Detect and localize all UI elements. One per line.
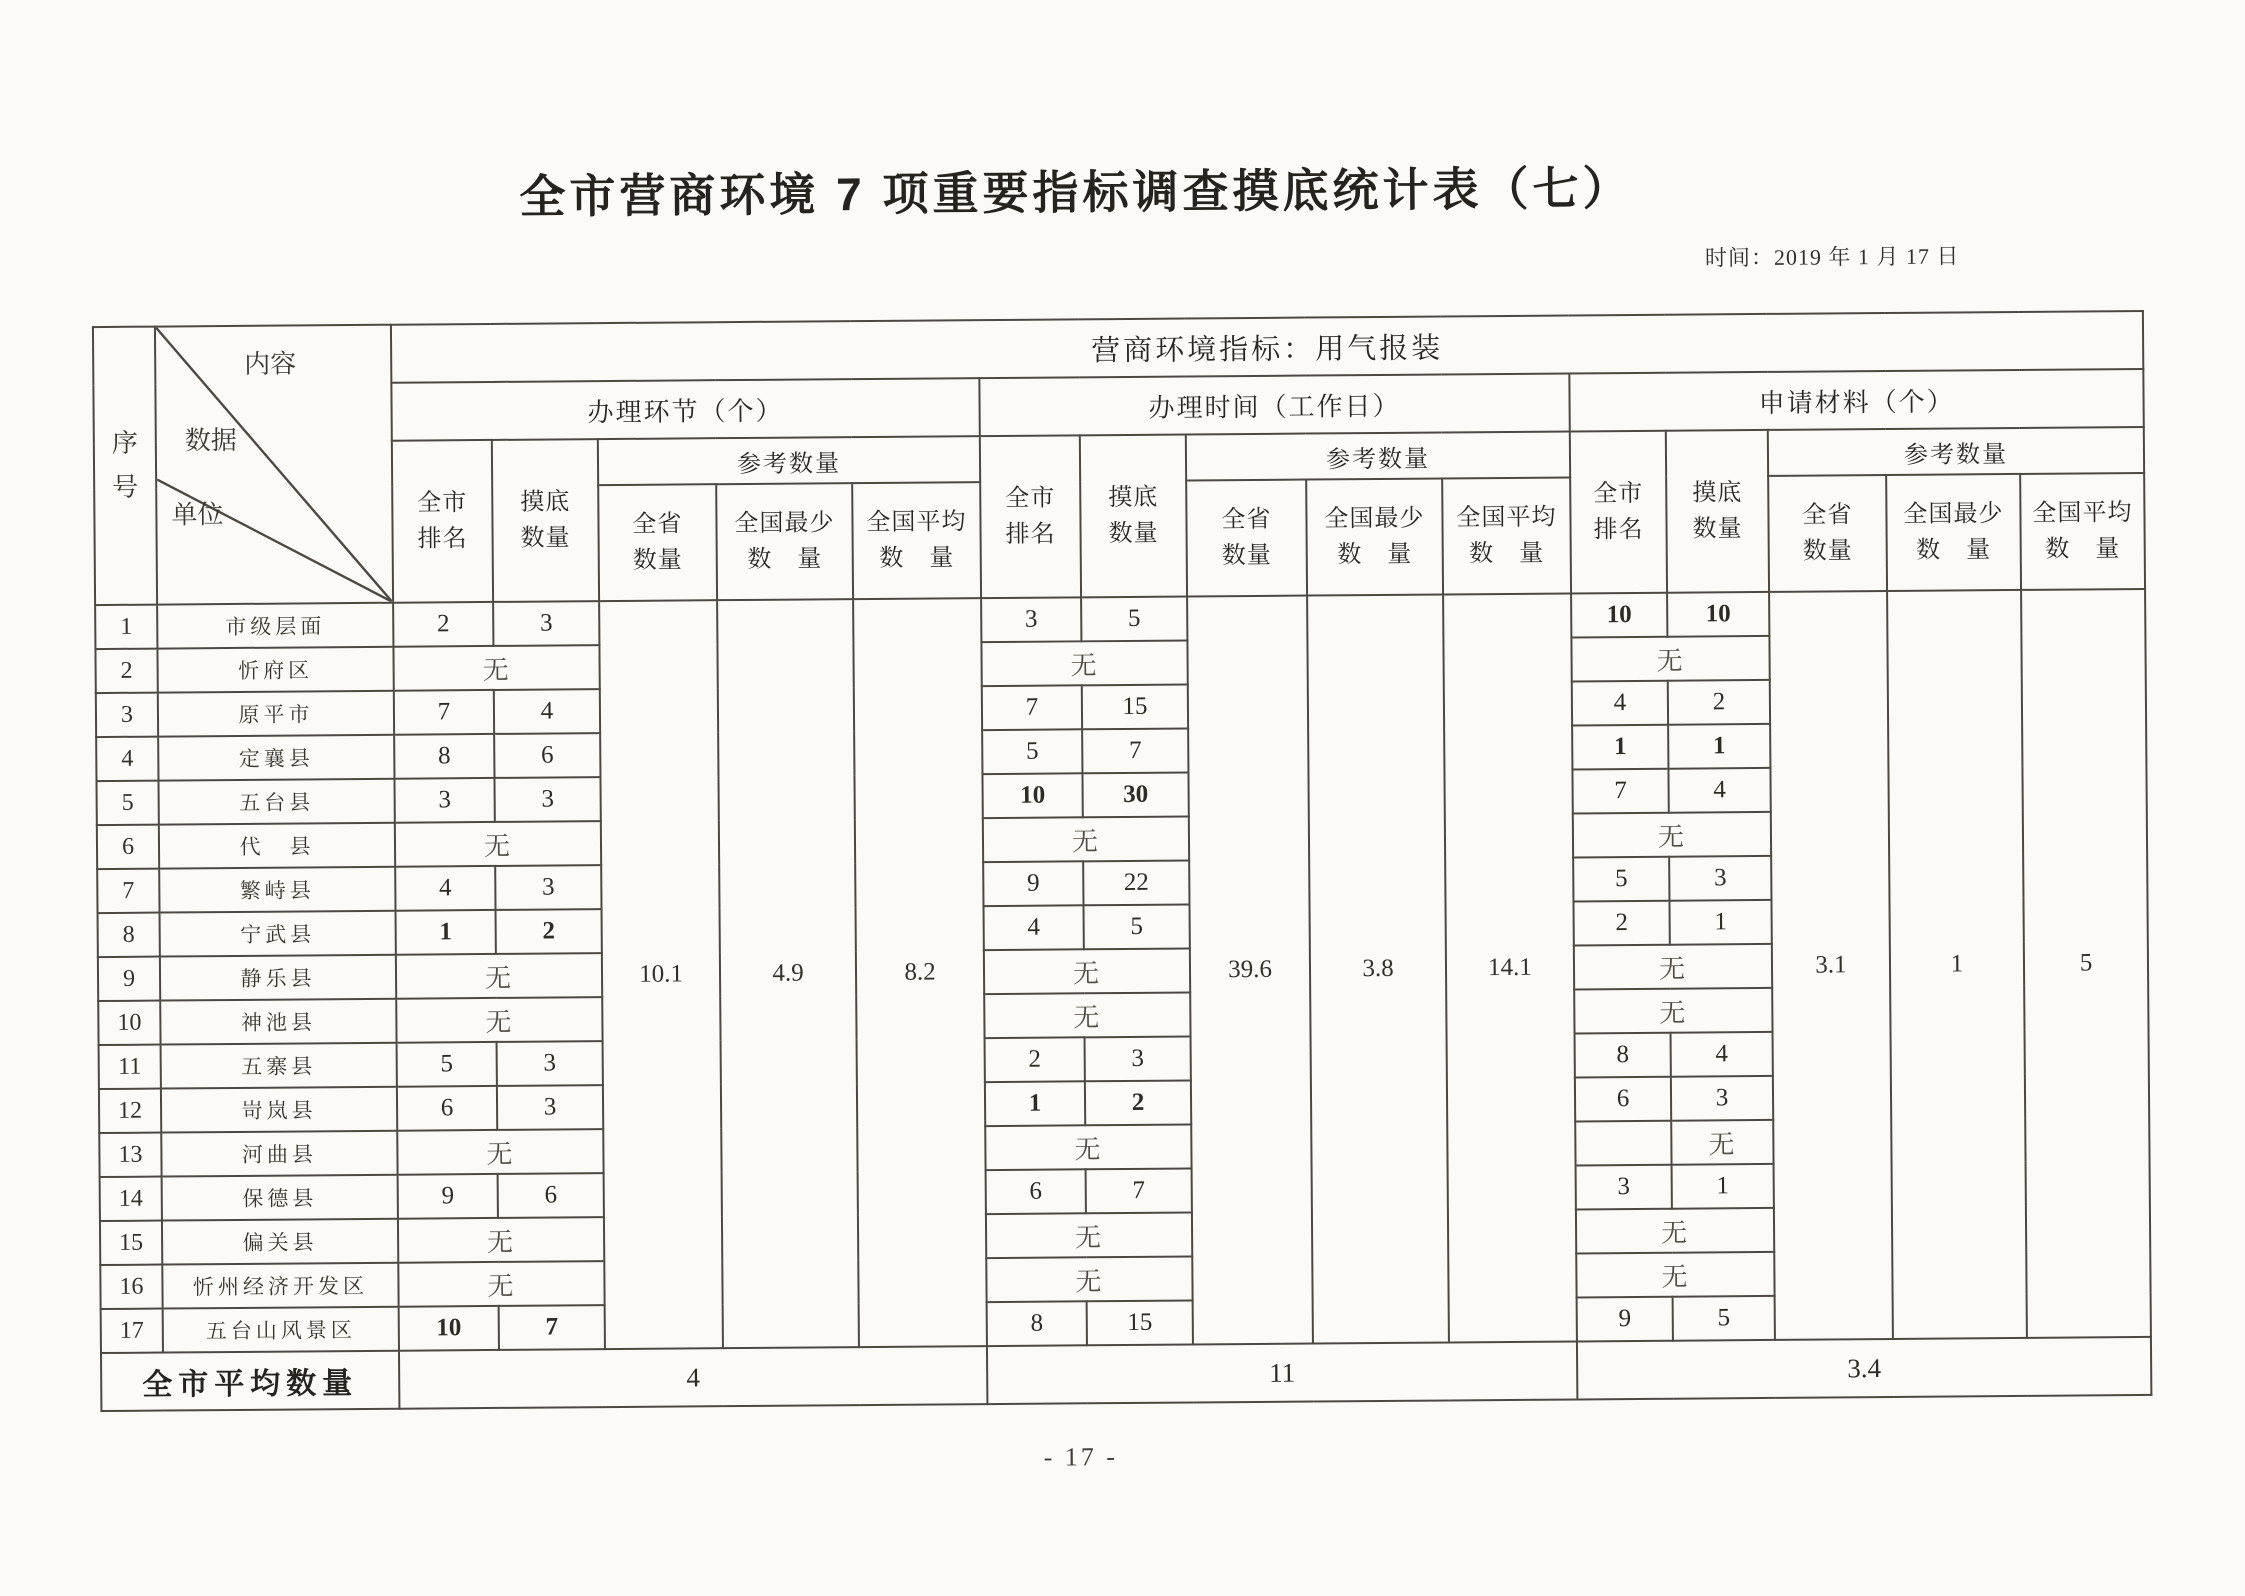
row-number-cell: 11 [99, 1045, 161, 1089]
ref-province-cell: 10.1 [599, 600, 723, 1349]
rank-value-cell: 8 [1575, 1033, 1671, 1078]
rank-value-cell: 1 [1572, 725, 1668, 770]
survey-header-line1: 摸底 [1692, 479, 1743, 507]
national-avg-header-line2: 数 量 [2045, 535, 2121, 563]
no-data-cell: 无 [1671, 1120, 1773, 1165]
document-title: 全市营商环境 7 项重要指标调查摸底统计表（七） [519, 161, 1633, 223]
survey-value-cell: 3 [497, 1085, 603, 1130]
rank-value-cell: 5 [1573, 857, 1669, 902]
national-min-header-cell [1306, 478, 1443, 595]
district-name-cell: 五台县 [158, 779, 394, 825]
district-name-cell: 河曲县 [161, 1131, 397, 1177]
district-name-cell: 代 县 [159, 823, 395, 869]
seq-header-label: 序号 [111, 428, 139, 502]
rank-value-cell: 4 [395, 866, 495, 911]
survey-value-cell: 7 [499, 1305, 605, 1350]
no-data-cell: 无 [981, 640, 1187, 686]
rank-value-cell: 2 [985, 1037, 1085, 1082]
province-header-line2: 数量 [1802, 537, 1853, 565]
survey-value-cell: 1 [1669, 900, 1771, 945]
ref-header-cell: 参考数量 [1768, 427, 2144, 476]
survey-value-cell: 5 [1081, 596, 1187, 641]
ref-national-min-cell: 4.9 [717, 599, 859, 1348]
province-header-cell [1186, 480, 1307, 597]
rank-value-cell: 7 [982, 685, 1082, 730]
row-number-cell: 17 [101, 1309, 163, 1353]
national-min-header-line1: 全国最少 [734, 509, 835, 538]
rank-header-line1: 全市 [1005, 484, 1056, 512]
rank-value-cell: 6 [397, 1086, 497, 1131]
national-avg-header-line2: 数 量 [1469, 539, 1545, 568]
rank-value-cell: 2 [1573, 901, 1669, 946]
national-min-header-line2: 数 量 [1916, 536, 1992, 564]
footer-label-cell: 全市平均数量 [101, 1351, 399, 1411]
ref-province-cell: 39.6 [1187, 596, 1313, 1345]
row-number-cell: 2 [95, 649, 157, 693]
district-name-cell: 五寨县 [161, 1043, 397, 1089]
national-avg-header-cell [1442, 477, 1571, 594]
province-header-line2: 数量 [632, 546, 683, 574]
ref-national-min-cell: 3.8 [1307, 594, 1449, 1343]
rank-value-cell: 6 [986, 1169, 1086, 1214]
ref-national-avg-cell: 5 [2021, 589, 2151, 1338]
row-number-cell: 6 [97, 825, 159, 869]
rank-value-cell: 1 [396, 910, 496, 955]
no-data-cell: 无 [986, 1256, 1192, 1302]
district-name-cell: 保德县 [162, 1175, 398, 1221]
rank-value-cell: 9 [1577, 1297, 1673, 1342]
no-data-cell: 无 [395, 821, 601, 867]
survey-value-cell: 4 [494, 689, 600, 734]
rank-value-cell: 9 [983, 861, 1083, 906]
corner-box [156, 326, 392, 604]
rank-value-cell: 5 [982, 729, 1082, 774]
row-number-cell: 12 [99, 1089, 161, 1133]
survey-value-cell: 2 [1085, 1080, 1191, 1125]
indicator-title-cell: 营商环境指标：用气报装 [391, 311, 2144, 383]
ref-header-cell: 参考数量 [598, 436, 980, 485]
survey-value-cell: 7 [1086, 1168, 1192, 1213]
survey-value-cell: 3 [493, 601, 599, 646]
rank-value-cell: 3 [394, 778, 494, 823]
survey-header-line2: 数量 [1108, 519, 1159, 548]
ref-header-cell: 参考数量 [1186, 431, 1570, 480]
row-number-cell: 5 [96, 781, 158, 825]
rank-header-line1: 全市 [1593, 479, 1644, 508]
group-header-cell: 办理环节（个） [391, 378, 979, 441]
survey-header-line2: 数量 [520, 524, 571, 552]
survey-header-line1: 摸底 [1108, 483, 1159, 512]
district-name-cell: 市级层面 [157, 603, 393, 649]
row-number-cell: 1 [95, 605, 157, 649]
district-name-cell: 宁武县 [160, 911, 396, 957]
row-number-cell: 10 [98, 1001, 160, 1045]
province-header-line1: 全省 [632, 510, 683, 538]
survey-value-cell: 15 [1087, 1300, 1193, 1345]
rank-header-cell [980, 435, 1081, 598]
no-data-cell: 无 [984, 992, 1190, 1038]
survey-header-cell [1666, 430, 1769, 593]
national-avg-header-line2: 数 量 [879, 544, 955, 572]
survey-value-cell: 3 [1671, 1076, 1773, 1121]
district-name-cell: 繁峙县 [159, 867, 395, 913]
rank-header-line2: 排名 [417, 525, 468, 553]
district-name-cell: 静乐县 [160, 955, 396, 1001]
group-header-cell: 申请材料（个） [1569, 369, 2144, 432]
group-header-cell: 办理时间（工作日） [979, 373, 1569, 436]
no-data-cell: 无 [1576, 1252, 1774, 1298]
district-name-cell: 原平市 [158, 691, 394, 737]
survey-value-cell: 3 [1085, 1036, 1191, 1081]
survey-value-cell: 7 [1082, 728, 1188, 773]
district-name-cell: 定襄县 [158, 735, 394, 781]
survey-value-cell: 4 [1671, 1032, 1773, 1077]
rank-value-cell: 6 [1575, 1077, 1671, 1122]
row-number-cell: 9 [98, 957, 160, 1001]
national-min-header-line2: 数 量 [747, 545, 823, 573]
national-min-header-line1: 全国最少 [1324, 504, 1425, 533]
survey-value-cell: 3 [494, 777, 600, 822]
district-name-cell: 五台山风景区 [163, 1307, 399, 1353]
survey-header-line1: 摸底 [520, 488, 571, 516]
corner-unit-label: 单位 [171, 500, 224, 530]
province-header-line1: 全省 [1802, 501, 1853, 529]
survey-value-cell: 3 [1669, 856, 1771, 901]
rank-value-cell [1575, 1121, 1671, 1166]
rank-value-cell: 8 [394, 734, 494, 779]
corner-data-label: 数据 [184, 425, 237, 456]
no-data-cell: 无 [1571, 636, 1769, 682]
national-avg-header-line1: 全国平均 [866, 508, 967, 537]
survey-value-cell: 22 [1083, 860, 1189, 905]
survey-value-cell: 6 [498, 1173, 604, 1218]
national-avg-header-cell [2020, 473, 2145, 590]
rank-value-cell: 8 [987, 1301, 1087, 1346]
ref-national-avg-cell: 14.1 [1443, 593, 1577, 1342]
ref-province-cell: 3.1 [1769, 591, 1893, 1340]
rank-value-cell: 3 [981, 597, 1081, 642]
province-header-line1: 全省 [1221, 505, 1272, 534]
row-number-cell: 14 [100, 1177, 162, 1221]
survey-header-cell [1080, 434, 1187, 597]
rank-header-line2: 排名 [1005, 520, 1056, 548]
survey-header-cell [492, 439, 599, 602]
survey-value-cell: 10 [1667, 592, 1769, 637]
national-avg-header-cell [852, 482, 981, 599]
no-data-cell: 无 [986, 1212, 1192, 1258]
no-data-cell: 无 [393, 645, 599, 691]
rank-value-cell: 4 [984, 905, 1084, 950]
national-min-header-line1: 全国最少 [1903, 500, 2004, 528]
rank-value-cell: 2 [393, 602, 493, 647]
national-min-header-cell [1886, 474, 2021, 591]
row-number-cell: 3 [96, 693, 158, 737]
district-name-cell: 忻府区 [157, 647, 393, 693]
province-header-cell [1768, 475, 1887, 592]
survey-value-cell: 2 [496, 909, 602, 954]
national-min-header-line2: 数 量 [1337, 540, 1413, 569]
survey-value-cell: 4 [1668, 768, 1770, 813]
footer-average-cell: 4 [399, 1346, 987, 1409]
corner-content-label: 内容 [244, 349, 297, 379]
district-name-cell: 忻州经济开发区 [162, 1263, 398, 1309]
rank-value-cell: 9 [398, 1174, 498, 1219]
survey-value-cell: 3 [495, 865, 601, 910]
date-label: 时间：2019 年 1 月 17 日 [1704, 243, 1960, 271]
rank-header-line1: 全市 [417, 489, 468, 517]
survey-value-cell: 5 [1084, 904, 1190, 949]
national-avg-header-line1: 全国平均 [2032, 499, 2133, 527]
no-data-cell: 无 [1574, 988, 1772, 1034]
province-header-line2: 数量 [1221, 541, 1272, 570]
row-number-cell: 4 [96, 737, 158, 781]
rank-value-cell: 7 [1572, 769, 1668, 814]
rank-header-cell [1570, 431, 1667, 594]
rank-value-cell: 10 [1571, 593, 1667, 638]
survey-header-line2: 数量 [1692, 515, 1743, 543]
district-name-cell: 神池县 [160, 999, 396, 1045]
no-data-cell: 无 [398, 1261, 604, 1307]
rank-header-cell [392, 440, 493, 603]
district-name-cell: 岢岚县 [161, 1087, 397, 1133]
row-number-cell: 7 [97, 869, 159, 913]
rank-value-cell: 10 [399, 1306, 499, 1351]
no-data-cell: 无 [396, 997, 602, 1043]
survey-value-cell: 6 [494, 733, 600, 778]
stats-table [92, 310, 2153, 1412]
ref-national-avg-cell: 8.2 [853, 598, 987, 1347]
rank-value-cell: 3 [1576, 1165, 1672, 1210]
rank-value-cell: 10 [982, 773, 1082, 818]
province-header-cell [598, 484, 717, 601]
survey-value-cell: 1 [1668, 724, 1770, 769]
survey-value-cell: 5 [1673, 1296, 1775, 1341]
row-number-cell: 13 [99, 1133, 161, 1177]
survey-value-cell: 2 [1668, 680, 1770, 725]
footer-average-cell: 3.4 [1577, 1337, 2152, 1400]
national-min-header-cell [716, 483, 853, 600]
no-data-cell: 无 [984, 948, 1190, 994]
no-data-cell: 无 [983, 816, 1189, 862]
row-number-cell: 8 [98, 913, 160, 957]
rank-value-cell: 1 [985, 1081, 1085, 1126]
row-number-cell: 16 [100, 1265, 162, 1309]
survey-value-cell: 3 [497, 1041, 603, 1086]
ref-national-min-cell: 1 [1887, 590, 2027, 1339]
row-number-cell: 15 [100, 1221, 162, 1265]
no-data-cell: 无 [396, 953, 602, 999]
survey-value-cell: 1 [1672, 1164, 1774, 1209]
no-data-cell: 无 [985, 1124, 1191, 1170]
rank-value-cell: 4 [1572, 681, 1668, 726]
survey-value-cell: 15 [1082, 684, 1188, 729]
no-data-cell: 无 [1576, 1208, 1774, 1254]
seq-header-cell [93, 327, 157, 605]
survey-value-cell: 30 [1082, 772, 1188, 817]
corner-cell [155, 325, 393, 605]
district-name-cell: 偏关县 [162, 1219, 398, 1265]
national-avg-header-line1: 全国平均 [1456, 503, 1557, 532]
no-data-cell: 无 [1573, 812, 1771, 858]
no-data-cell: 无 [1574, 944, 1772, 990]
rank-value-cell: 7 [394, 690, 494, 735]
no-data-cell: 无 [397, 1129, 603, 1175]
page-number: - 17 - [1043, 1442, 1119, 1472]
rank-value-cell: 5 [397, 1042, 497, 1087]
rank-header-line2: 排名 [1593, 515, 1644, 544]
footer-average-cell: 11 [987, 1341, 1577, 1404]
no-data-cell: 无 [398, 1217, 604, 1263]
